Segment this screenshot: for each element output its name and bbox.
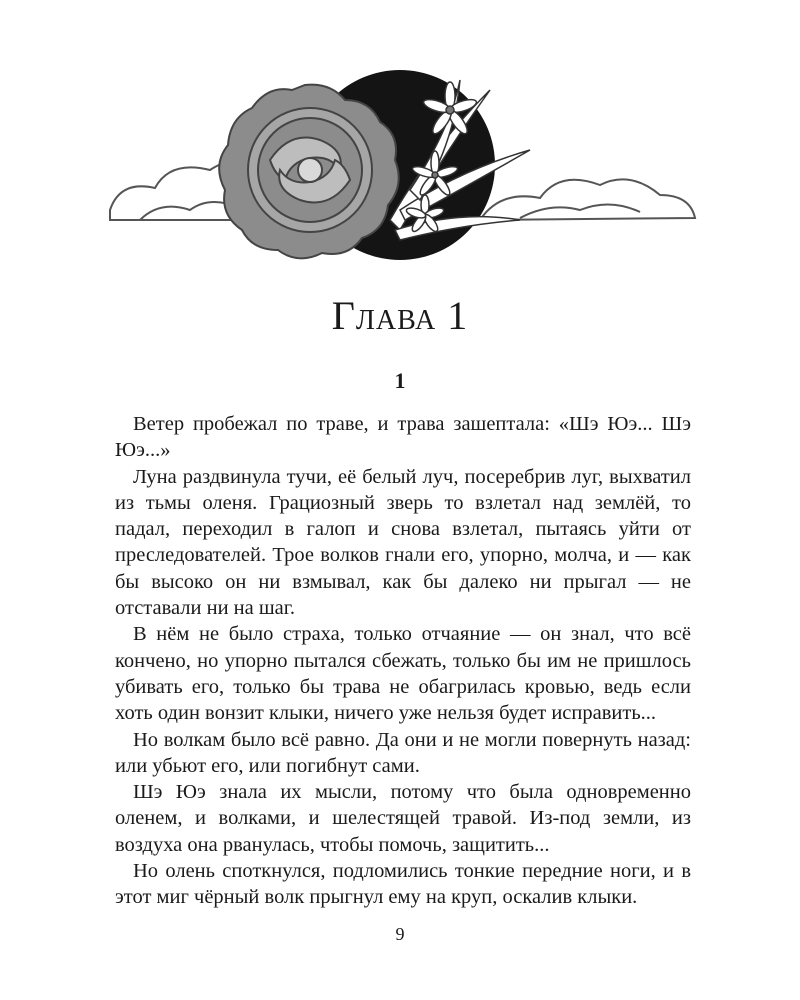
paragraph: Шэ Юэ знала их мысли, потому что была одновременно оленем, и волками, и шелестящей травой. Из-под земли, из воздуха она рванулась, чтобы помочь, защитить... [115, 781, 691, 856]
medallion-ornament [219, 85, 399, 259]
page-number: 9 [395, 924, 405, 944]
paragraph: Луна раздвинула тучи, её белый луч, посеребрив луг, выхватил из тьмы оленя. Грациозный зверь то взлетал над землёй, то падал, переходил в галоп и снова взлетал, пытаясь уйти от преследователей. Трое волков гнали его, упорно, молча, и — как бы высоко он ни взмывал, как бы далеко ни прыгал — не отставали ни на шаг. [115, 465, 691, 620]
paragraph: Ветер пробежал по траве, и трава зашептала: «Шэ Юэ... Шэ Юэ...» [115, 413, 691, 462]
chapter-title: Глава 1 [331, 293, 469, 338]
body-text [115, 411, 691, 911]
paragraph: Но волкам было всё равно. Да они и не могли повернуть назад: или убьют его, или погибнут сами. [115, 728, 691, 777]
paragraph: В нём не было страха, только отчаяние — он знал, что всё кончено, но упорно пытался сбежать, только бы им не пришлось убивать его, только бы трава не обагрилась кровью, ведь если хоть один вонзит клыки, ничего уже нельзя будет исправить... [115, 623, 691, 725]
section-number: 1 [394, 368, 406, 393]
chapter-ornament-illustration [100, 70, 700, 270]
paragraph: Но олень споткнулся, подломились тонкие передние ноги, и в этот миг чёрный волк прыгнул ему на круп, оскалив клыки. [115, 860, 691, 909]
